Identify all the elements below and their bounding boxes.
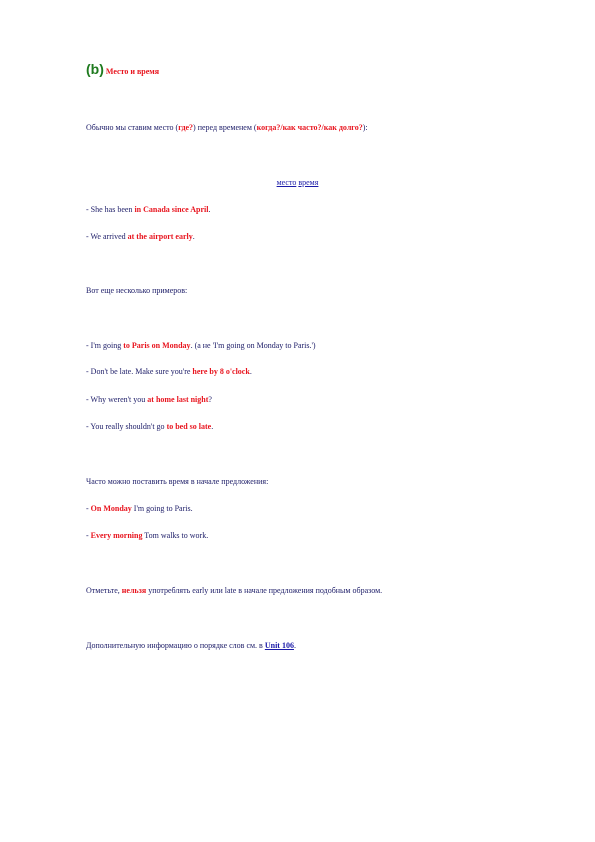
example-text: - Don't be late. Make sure you're <box>86 367 193 376</box>
intro-end: ): <box>362 123 368 132</box>
example-highlight: at home last night <box>147 395 209 404</box>
more-examples-label: Вот еще несколько примеров: <box>86 286 188 295</box>
intro-where: где? <box>178 123 194 132</box>
example-text: I'm going to Paris. <box>131 504 193 513</box>
pattern-place: место <box>276 178 297 187</box>
example-highlight: in Canada since April <box>134 205 209 214</box>
more-info-paragraph <box>86 641 296 651</box>
example-4 <box>86 367 252 377</box>
intro-text: Обычно мы ставим место ( <box>86 123 179 132</box>
note-highlight: нельзя <box>121 586 147 595</box>
example-highlight: On Monday <box>90 504 132 513</box>
pattern-time: время <box>298 178 319 187</box>
example-text: - She has been <box>86 205 135 214</box>
more-info-end: . <box>293 641 296 650</box>
often-label: Часто можно поставить время в начале предложения: <box>86 477 269 486</box>
example-5 <box>86 395 212 405</box>
section-title: Место и время <box>105 67 160 76</box>
intro-paragraph <box>86 123 368 133</box>
example-text: . (a не 'I'm going on Monday to Paris.') <box>190 341 316 350</box>
example-text: . <box>211 422 214 431</box>
example-highlight: here by 8 o'clock <box>192 367 250 376</box>
example-text: - <box>86 504 91 513</box>
section-heading <box>86 61 159 80</box>
example-text: ? <box>208 395 212 404</box>
section-letter: (b) <box>86 61 104 77</box>
example-text: . <box>249 367 252 376</box>
example-8 <box>86 531 208 541</box>
example-6 <box>86 422 213 432</box>
example-highlight: to bed so late <box>166 422 212 431</box>
example-text: - I'm going <box>86 341 124 350</box>
example-highlight: to Paris on Monday <box>123 341 191 350</box>
more-info-text: Дополнительную информацию о порядке слов см. в <box>86 641 265 650</box>
example-highlight: at the airport early <box>127 232 193 241</box>
example-text: - Why weren't you <box>86 395 148 404</box>
example-text: - You really shouldn't go <box>86 422 167 431</box>
example-highlight: Every morning <box>90 531 143 540</box>
example-1 <box>86 205 210 215</box>
intro-when: когда?/как часто?/как долго? <box>256 123 363 132</box>
note-text: Отметьте, <box>86 586 122 595</box>
example-2 <box>86 232 195 242</box>
note-text: употреблять early или late в начале предложения подобным образом. <box>146 586 383 595</box>
example-text: - We arrived <box>86 232 128 241</box>
example-text: . <box>208 205 211 214</box>
example-3 <box>86 341 316 351</box>
example-text: - <box>86 531 91 540</box>
unit-106-link[interactable]: Unit 106 <box>264 641 294 650</box>
intro-mid: ) перед временем ( <box>193 123 257 132</box>
pattern-line <box>0 178 595 188</box>
note-paragraph <box>86 586 382 596</box>
example-text: . <box>192 232 195 241</box>
example-7 <box>86 504 193 514</box>
example-text: Tom walks to work. <box>142 531 209 540</box>
